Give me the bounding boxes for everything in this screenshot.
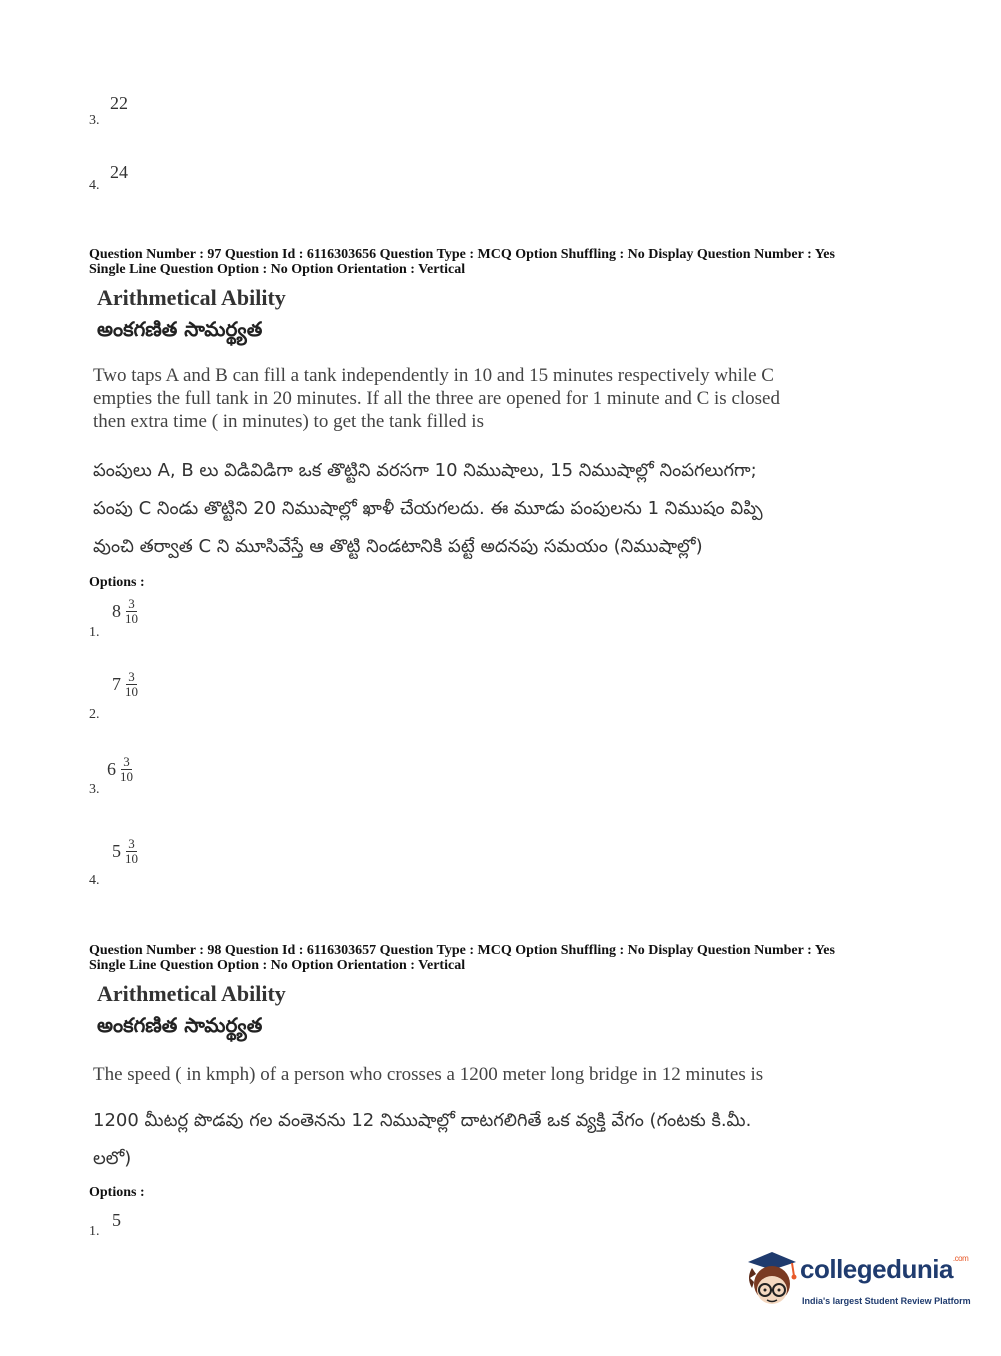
q98-te-line: 1200 మీటర్ల పొడవు గల వంతెనను 12 నిముషాల్లో దాటగలిగితే ఒక వ్యక్తి వేగం (గంటకు కి.మీ. [93,1110,752,1131]
fraction-numerator: 3 [128,596,135,611]
q97-text-line: then extra time ( in minutes) to get the tank filled is [93,411,484,432]
q97-question-text [93,364,780,433]
q97-te-line: పంపులు A, B లు విడివిడిగా ఒక తొట్టిని వరసగా 10 నిముషాలు, 15 నిముషాల్లో నింపగలుగగా; [93,460,757,481]
q97-options-label: Options : [89,575,145,590]
q98-question-text: The speed ( in kmph) of a person who crosses a 1200 meter long bridge in 12 minutes is [93,1064,764,1085]
q97-question-text-telugu [93,452,763,566]
q97-section-title-telugu: అంకగణిత సామర్థ్యత [97,317,263,341]
q98-meta [89,943,835,973]
fraction-whole: 8 [112,601,121,621]
q97-meta-line2: Single Line Question Option : No Option Orientation : Vertical [89,262,466,277]
collegedunia-logo [742,1248,972,1316]
option-3-value: 22 [110,93,128,113]
q97-meta-line1: Question Number : 97 Question Id : 6116303656 Question Type : MCQ Option Shuffling : No Display Question Number : Yes [89,247,835,262]
q98-meta-line1: Question Number : 98 Question Id : 6116303657 Question Type : MCQ Option Shuffling : No Display Question Number : Yes [89,943,835,958]
q97-option-1-number: 1. [89,625,100,640]
q97-text-line: empties the full tank in 20 minutes. If all the three are opened for 1 minute and C is closed [93,388,780,409]
q98-question-text-telugu [93,1102,751,1178]
fraction-numerator: 3 [123,754,130,769]
fraction-whole: 6 [107,759,116,779]
option-4-value: 24 [110,162,128,182]
q97-option-2-number: 2. [89,707,100,722]
fraction-denominator: 10 [125,851,138,866]
logo-tagline: India's largest Student Review Platform [802,1296,971,1306]
q97-section-title: Arithmetical Ability [97,285,286,310]
q97-te-line: పంపు C నిండు తొట్టిని 20 నిముషాల్లో ఖాళీ చేయగలదు. ఈ మూడు పంపులను 1 నిముషం విప్పి [93,498,763,519]
q97-te-line: వుంచి తర్వాత C ని మూసివేస్తే ఆ తొట్టి నిండటానికి పట్టే అదనపు సమయం (నిముషాల్లో) [93,536,703,557]
option-4-number: 4. [89,178,100,193]
fraction-numerator: 3 [128,669,135,684]
fraction-denominator: 10 [120,769,133,784]
option-3-number: 3. [89,113,100,128]
q98-te-line: లలో) [93,1148,132,1169]
q98-section-title-telugu: అంకగణిత సామర్థ్యత [97,1013,263,1037]
q98-option-1-number: 1. [89,1224,100,1239]
q97-option-4-value [112,837,140,866]
q97-option-1-value [112,597,140,626]
logo-dotcom: .com [952,1254,969,1263]
q97-option-3-number: 3. [89,782,100,797]
mascot-icon [742,1248,800,1310]
q98-options-label: Options : [89,1185,145,1200]
q98-section-title: Arithmetical Ability [97,981,286,1006]
fraction-whole: 7 [112,674,121,694]
fraction-denominator: 10 [125,611,138,626]
q97-option-4-number: 4. [89,873,100,888]
logo-name: collegedunia [800,1254,953,1284]
q97-meta [89,247,835,277]
q97-option-3-value [107,755,135,784]
q97-option-2-value [112,670,140,699]
fraction-whole: 5 [112,841,121,861]
fraction-denominator: 10 [125,684,138,699]
logo-wordmark [800,1254,968,1285]
q98-meta-line2: Single Line Question Option : No Option Orientation : Vertical [89,958,466,973]
fraction-numerator: 3 [128,836,135,851]
q97-text-line: Two taps A and B can fill a tank independently in 10 and 15 minutes respectively while C [93,365,774,386]
q98-option-1-value: 5 [112,1210,121,1230]
